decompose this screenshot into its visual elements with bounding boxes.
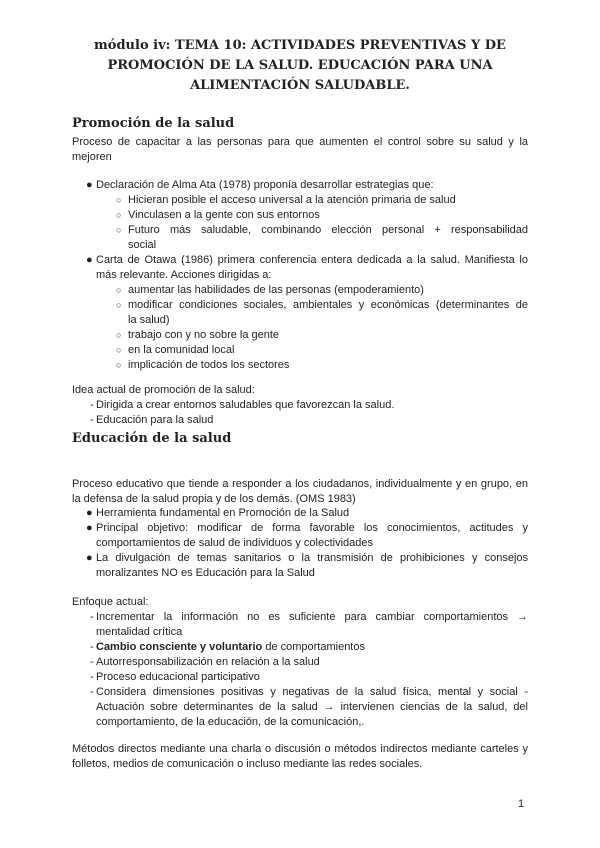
- text-line: comportamientos de salud de individuos y colectividades: [96, 537, 373, 549]
- text-line: modificar condiciones sociales, ambientales y económicas (determinantes de: [128, 299, 528, 311]
- bullet-circle-icon: ○: [116, 300, 122, 310]
- text-line: aumentar las habilidades de las personas (empoderamiento): [128, 284, 424, 296]
- text-line: en la comunidad local: [128, 344, 235, 356]
- text-line: Actuación sobre determinantes de la salud → intervienen ciencias de la salud, del: [96, 701, 528, 713]
- text-line: Vinculasen a la gente con sus entornos: [128, 209, 320, 221]
- dash-marker: -: [90, 414, 94, 426]
- text-line: comportamiento, de la educación, de la comunicación,.: [96, 716, 365, 728]
- dash-marker: -: [90, 671, 94, 683]
- list-item: [72, 253, 528, 283]
- list-item: [72, 413, 528, 428]
- bullet-circle-icon: ○: [116, 345, 122, 355]
- text-line: social: [128, 239, 157, 251]
- title-line: PROMOCIÓN DE LA SALUD. EDUCACIÓN PARA UNA: [107, 58, 493, 73]
- sub-list-item: [72, 208, 528, 223]
- text-line: Declaración de Alma Ata (1978) proponía desarrollar estrategias que:: [96, 179, 434, 191]
- text-line: Carta de Otawa (1986) primera conferencia entera dedicada a la salud. Manifiesta lo: [96, 254, 528, 266]
- text-line: Futuro más saludable, combinando elección personal + responsabilidad: [128, 224, 528, 236]
- list-item: [72, 178, 528, 193]
- list-item: [72, 670, 528, 685]
- page-title: [90, 36, 510, 96]
- dash-marker: -: [90, 399, 94, 411]
- text-line: Educación para la salud: [96, 414, 214, 426]
- list-item: [72, 685, 528, 730]
- list-item: [72, 506, 528, 521]
- closing-paragraph: [72, 742, 528, 772]
- dash-marker: -: [90, 686, 94, 698]
- title-line: ALIMENTACIÓN SALUDABLE.: [190, 78, 410, 93]
- text-line: implicación de todos los sectores: [128, 359, 290, 371]
- text-line: Proceso de capacitar a las personas para que aumenten el control sobre su salud y la: [72, 136, 528, 148]
- sub-list-item: [72, 358, 528, 373]
- sub-list-item: [72, 298, 528, 328]
- bullet-dot-icon: ●: [86, 552, 93, 564]
- text-line: mentalidad crítica: [96, 626, 183, 638]
- list-item: [72, 640, 528, 655]
- bullet-circle-icon: ○: [116, 195, 122, 205]
- bullet-circle-icon: ○: [116, 330, 122, 340]
- text-line: folletos, medios de comunicación o incluso mediante las redes sociales.: [72, 758, 423, 770]
- bullet-dot-icon: ●: [86, 522, 93, 534]
- bullet-circle-icon: ○: [116, 285, 122, 295]
- text-line: Principal objetivo: modificar de forma favorable los conocimientos, actitudes y: [96, 522, 528, 534]
- section2-bullet-list: [72, 506, 528, 581]
- list-item: [72, 551, 528, 581]
- section-heading-educacion: Educación de la salud: [72, 431, 232, 446]
- text-line: Métodos directos mediante una charla o discusión o métodos indirectos mediante carteles y: [72, 743, 528, 755]
- text-fragment: de comportamientos: [262, 641, 365, 653]
- bullet-circle-icon: ○: [116, 360, 122, 370]
- dash-marker: -: [90, 656, 94, 668]
- page-number: 1: [518, 798, 525, 810]
- sub-list-item: [72, 328, 528, 343]
- sub-list-item: [72, 223, 528, 253]
- enfoque-actual-block: [72, 595, 528, 730]
- text-line: La divulgación de temas sanitarios o la transmisión de prohibiciones y consejos: [96, 552, 528, 564]
- bullet-dot-icon: ●: [86, 507, 93, 519]
- text-line: Idea actual de promoción de la salud:: [72, 384, 255, 396]
- sub-list-item: [72, 343, 528, 358]
- section2-intro: [72, 477, 528, 507]
- list-item: [72, 610, 528, 640]
- text-line: mejoren: [72, 151, 112, 163]
- text-line: Autorresponsabilización en relación a la salud: [96, 656, 320, 668]
- sub-list-item: [72, 283, 528, 298]
- text-line: Incrementar la información no es suficiente para cambiar comportamientos →: [96, 611, 528, 623]
- title-line: módulo iv: TEMA 10: ACTIVIDADES PREVENTIVAS Y DE: [94, 38, 506, 53]
- bullet-dot-icon: ●: [86, 254, 93, 266]
- bold-phrase: Cambio consciente y voluntario: [96, 641, 263, 653]
- text-line: más relevante. Acciones dirigidas a:: [96, 269, 272, 281]
- section-heading-promocion: Promoción de la salud: [72, 116, 235, 131]
- text-line: la defensa de la salud propia y de los demás. (OMS 1983): [72, 493, 356, 505]
- section1-intro: [72, 135, 528, 165]
- text-line: Hicieran posible el acceso universal a la atención primaria de salud: [128, 194, 456, 206]
- text-line: la salud): [128, 314, 170, 326]
- text-line: [96, 640, 528, 655]
- list-item: [72, 398, 528, 413]
- bullet-circle-icon: ○: [116, 210, 122, 220]
- text-line: Herramienta fundamental en Promoción de la Salud: [96, 507, 350, 519]
- bullet-dot-icon: ●: [86, 179, 93, 191]
- text-line: Proceso educacional participativo: [96, 671, 260, 683]
- bullet-circle-icon: ○: [116, 225, 122, 235]
- text-line: Enfoque actual:: [72, 596, 149, 608]
- list-item: [72, 521, 528, 551]
- text-line: Considera dimensiones positivas y negativas de la salud física, mental y social -: [96, 686, 528, 698]
- section1-bullet-list: [72, 178, 528, 373]
- text-line: Proceso educativo que tiende a responder a los ciudadanos, individualmente y en grupo, en: [72, 478, 528, 490]
- text-line: trabajo con y no sobre la gente: [128, 329, 280, 341]
- list-item: [72, 655, 528, 670]
- text-line: moralizantes NO es Educación para la Salud: [96, 567, 315, 579]
- dash-marker: -: [90, 611, 94, 623]
- dash-marker: -: [90, 641, 94, 653]
- text-line: Dirigida a crear entornos saludables que favorezcan la salud.: [96, 399, 395, 411]
- idea-actual-block: [72, 383, 528, 428]
- sub-list-item: [72, 193, 528, 208]
